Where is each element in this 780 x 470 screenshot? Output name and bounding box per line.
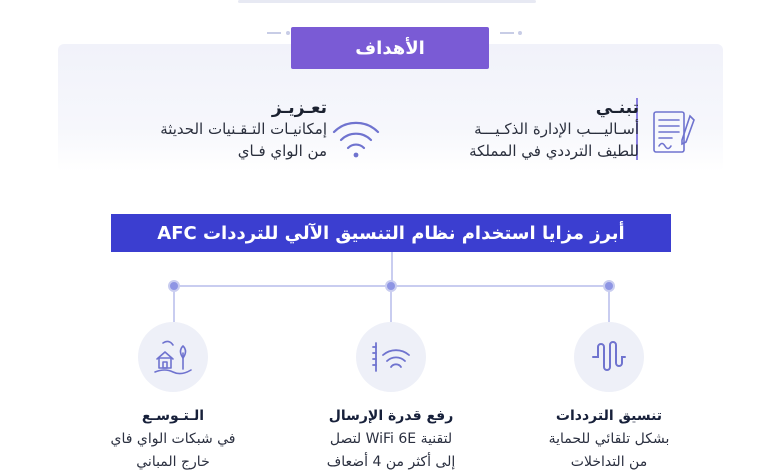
- objective-item-enhance: [97, 98, 327, 162]
- feature-line: خارج المباني: [136, 454, 210, 470]
- feature-line: في شبكات الواي فاي: [110, 431, 236, 447]
- wifi-icon: [328, 118, 384, 166]
- timeline-node: [603, 280, 615, 292]
- objectives-title: الأهداف: [291, 27, 489, 69]
- feature-heading: الـتـوسـع: [141, 408, 205, 424]
- features-title: أبرز مزايا استخدام نظام التنسيق الآلي للترددات AFC: [111, 214, 671, 252]
- feature-line: بشكل تلقائي للحماية: [548, 431, 670, 447]
- top-divider: [238, 0, 536, 3]
- objectives-panel: [58, 37, 723, 172]
- signal-strength-icon: [356, 322, 426, 392]
- objective-line: للطيف الترددي في المملكة: [469, 142, 639, 160]
- document-pen-icon: [646, 106, 702, 166]
- decor-dot: [286, 31, 290, 35]
- timeline-drop: [390, 292, 392, 322]
- feature-heading: تنسيق الترددات: [555, 408, 663, 424]
- timeline-node: [168, 280, 180, 292]
- feature-frequency-coordination: [509, 408, 709, 470]
- feature-line: من التداخلات: [570, 454, 648, 470]
- decor-dash: [500, 32, 514, 34]
- sound-wave-icon: [574, 322, 644, 392]
- timeline-drop: [608, 292, 610, 322]
- decor-dash: [267, 32, 281, 34]
- feature-expansion: [73, 408, 273, 470]
- outdoor-building-icon: [138, 322, 208, 392]
- feature-line: لتقنية WiFi 6E لتصل: [329, 431, 453, 447]
- objective-heading: تعـزيـز: [271, 98, 327, 118]
- feature-heading: رفع قدرة الإرسال: [328, 408, 454, 424]
- timeline-node: [385, 280, 397, 292]
- feature-line: إلى أكثر من 4 أضعاف: [326, 454, 456, 470]
- decor-dot: [518, 31, 522, 35]
- objective-item-adopt: [409, 98, 639, 162]
- timeline-drop: [173, 292, 175, 322]
- objective-line: أسـاليـــب الإدارة الذكـيـــة: [474, 120, 639, 138]
- objective-heading: تبنـي: [595, 98, 639, 118]
- objective-line: من الواي فـاي: [237, 142, 327, 160]
- objective-line: إمكانيـات التـقـنيات الحديثة: [160, 120, 327, 138]
- feature-transmit-power: [291, 408, 491, 470]
